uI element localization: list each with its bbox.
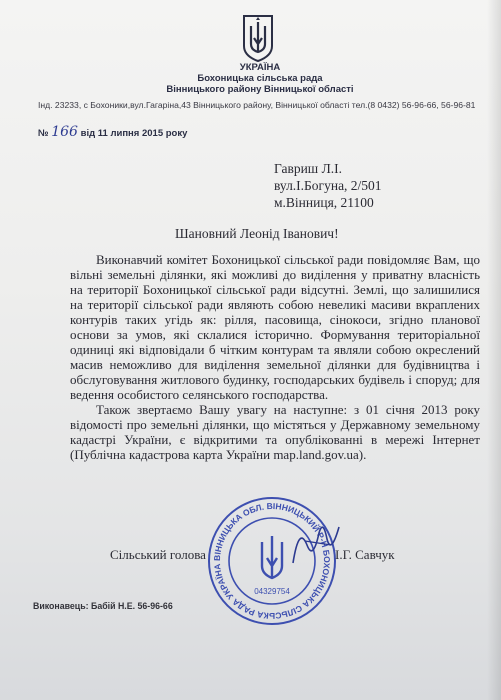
signatory-name: І.Г. Савчук [335,547,395,562]
letter-number-line [38,124,187,140]
country-heading: УКРАЇНА [239,62,281,73]
recipient-street: вул.І.Богуна, 2/501 [274,178,382,193]
signatory-title: Сільський голова [110,547,206,562]
recipient-name: Гавриш Л.І. [274,161,342,176]
district-heading: Вінницького району Вінницької області [166,84,354,95]
recipient-city: м.Вінниця, 21100 [274,195,374,210]
trident-emblem-icon [241,14,275,62]
letter-date: від 11 липня 2015 року [80,128,188,139]
handwritten-number: 166 [51,124,78,140]
recipient-block [274,160,382,211]
number-sign: № [38,128,49,139]
stamp-ring-text: ВІННИЦЬКА ОБЛ. ВІННИЦЬКИЙ Р-Н БОХОНИЦЬКА СІЛЬСЬКА РАДА УКРАЇНА [211,500,333,622]
body-paragraph: Виконавчий комітет Бохоницької сільської ради повідомляє Вам, що вільні земельні ділянки, які можливі до виділення у приватну власність на території Бохоницької сільської ради відсутні. Землі, що залишилися на території сільської ради являють собою невеликі масиви вкраплених контурів таких угідь як: рілля, пасовища, сінокоси, згідно планової основи за умов, які склалися історично. Формування територіальної одиниці які відповідали б чітким контурам та являли собою окреслений масив неможливо для виділення земельної ділянки для будівництва і обслуговування житлового будинку, господарських будівель і споруд; для ведення особистого селянського господарства. [70,252,480,402]
council-heading: Бохоницька сільська рада [197,73,323,84]
page-edge-shadow [487,0,501,700]
executor-line: Виконавець: Бабій Н.Е. 56-96-66 [33,601,173,611]
council-address: Інд. 23233, с Бохоники,вул.Гагаріна,43 Вінницького району, Вінницької області тел.(8 0432) 56-96-66, 56-96-81 [38,100,476,110]
body-paragraph: Також звертаємо Вашу увагу на наступне: з 01 січня 2013 року відомості про земельні ділянки, що містяться у Державному земельному кадастрі України, є відкритими та опублікованні в мережі Інтернет (Публічна кадастрова карта України map.land.gov.ua). [70,402,480,462]
salutation: Шановний Леонід Іванович! [175,226,339,241]
stamp-code: 04329754 [254,587,290,596]
letter-body [70,252,480,462]
